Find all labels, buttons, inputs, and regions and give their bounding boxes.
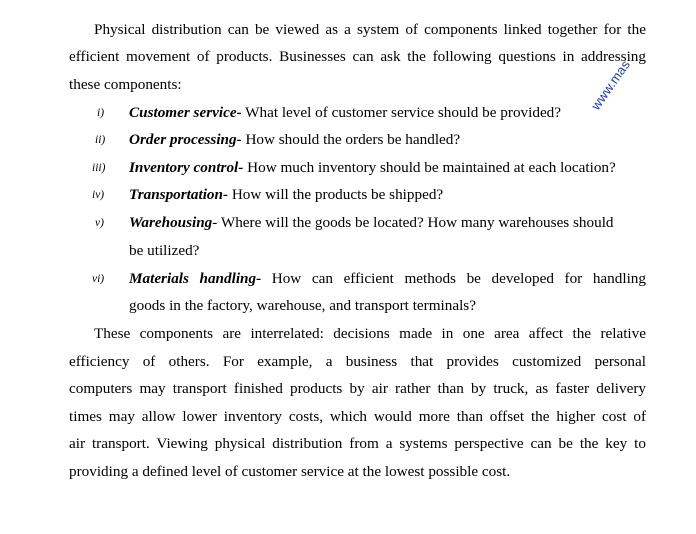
list-item-numeral: i)	[97, 107, 105, 119]
watermark-text: www.mas	[588, 57, 633, 113]
list-item-term: Materials handling-	[129, 270, 262, 287]
list-item-text: What level of customer service should be provided?	[241, 104, 562, 121]
list-item-numeral: ii)	[95, 134, 106, 146]
list-item-term: Inventory control-	[129, 159, 244, 176]
closing-line-5: air transport. Viewing physical distribution from a systems perspective can be the key to	[69, 435, 646, 452]
list-item-term: Customer service-	[129, 104, 242, 121]
list-item	[129, 158, 616, 178]
list-item-text: How should the orders be handled?	[241, 131, 461, 148]
list-item-continuation: be utilized?	[129, 242, 200, 259]
list-item	[129, 269, 646, 289]
list-item-numeral: vi)	[92, 273, 105, 285]
list-item-continuation: goods in the factory, warehouse, and transport terminals?	[129, 297, 476, 314]
list-item	[129, 213, 614, 233]
list-item	[129, 185, 443, 205]
closing-line-1: These components are interrelated: decisions made in one area affect the relative	[94, 325, 646, 342]
list-item-text: How much inventory should be maintained at each location?	[243, 159, 616, 176]
intro-line-1: Physical distribution can be viewed as a system of components linked together for the	[94, 21, 646, 38]
intro-line-2: efficient movement of products. Businesses can ask the following questions in addressing	[69, 48, 646, 65]
list-item-text: How will the products be shipped?	[228, 186, 444, 203]
list-item-term: Transportation-	[129, 186, 229, 203]
intro-line-3: these components:	[69, 76, 182, 93]
closing-line-6: providing a defined level of customer service at the lowest possible cost.	[69, 463, 511, 480]
list-item-numeral: v)	[95, 217, 104, 229]
list-item-text: How can efficient methods be developed for handling	[261, 270, 646, 287]
closing-line-4: times may allow lower inventory costs, which would more than offset the higher cost of	[69, 408, 646, 425]
list-item	[129, 130, 460, 150]
list-item-term: Order processing-	[129, 131, 242, 148]
list-item	[129, 103, 561, 123]
closing-line-3: computers may transport finished products by air rather than by truck, as faster delivery	[69, 380, 646, 397]
list-item-text: - Where will the goods be located? How many warehouses should	[212, 214, 614, 231]
closing-line-2: efficiency of others. For example, a business that provides customized personal	[69, 353, 646, 370]
list-item-numeral: iii)	[92, 162, 106, 174]
list-item-term: Warehousing	[129, 214, 213, 231]
list-item-numeral: iv)	[92, 189, 105, 201]
